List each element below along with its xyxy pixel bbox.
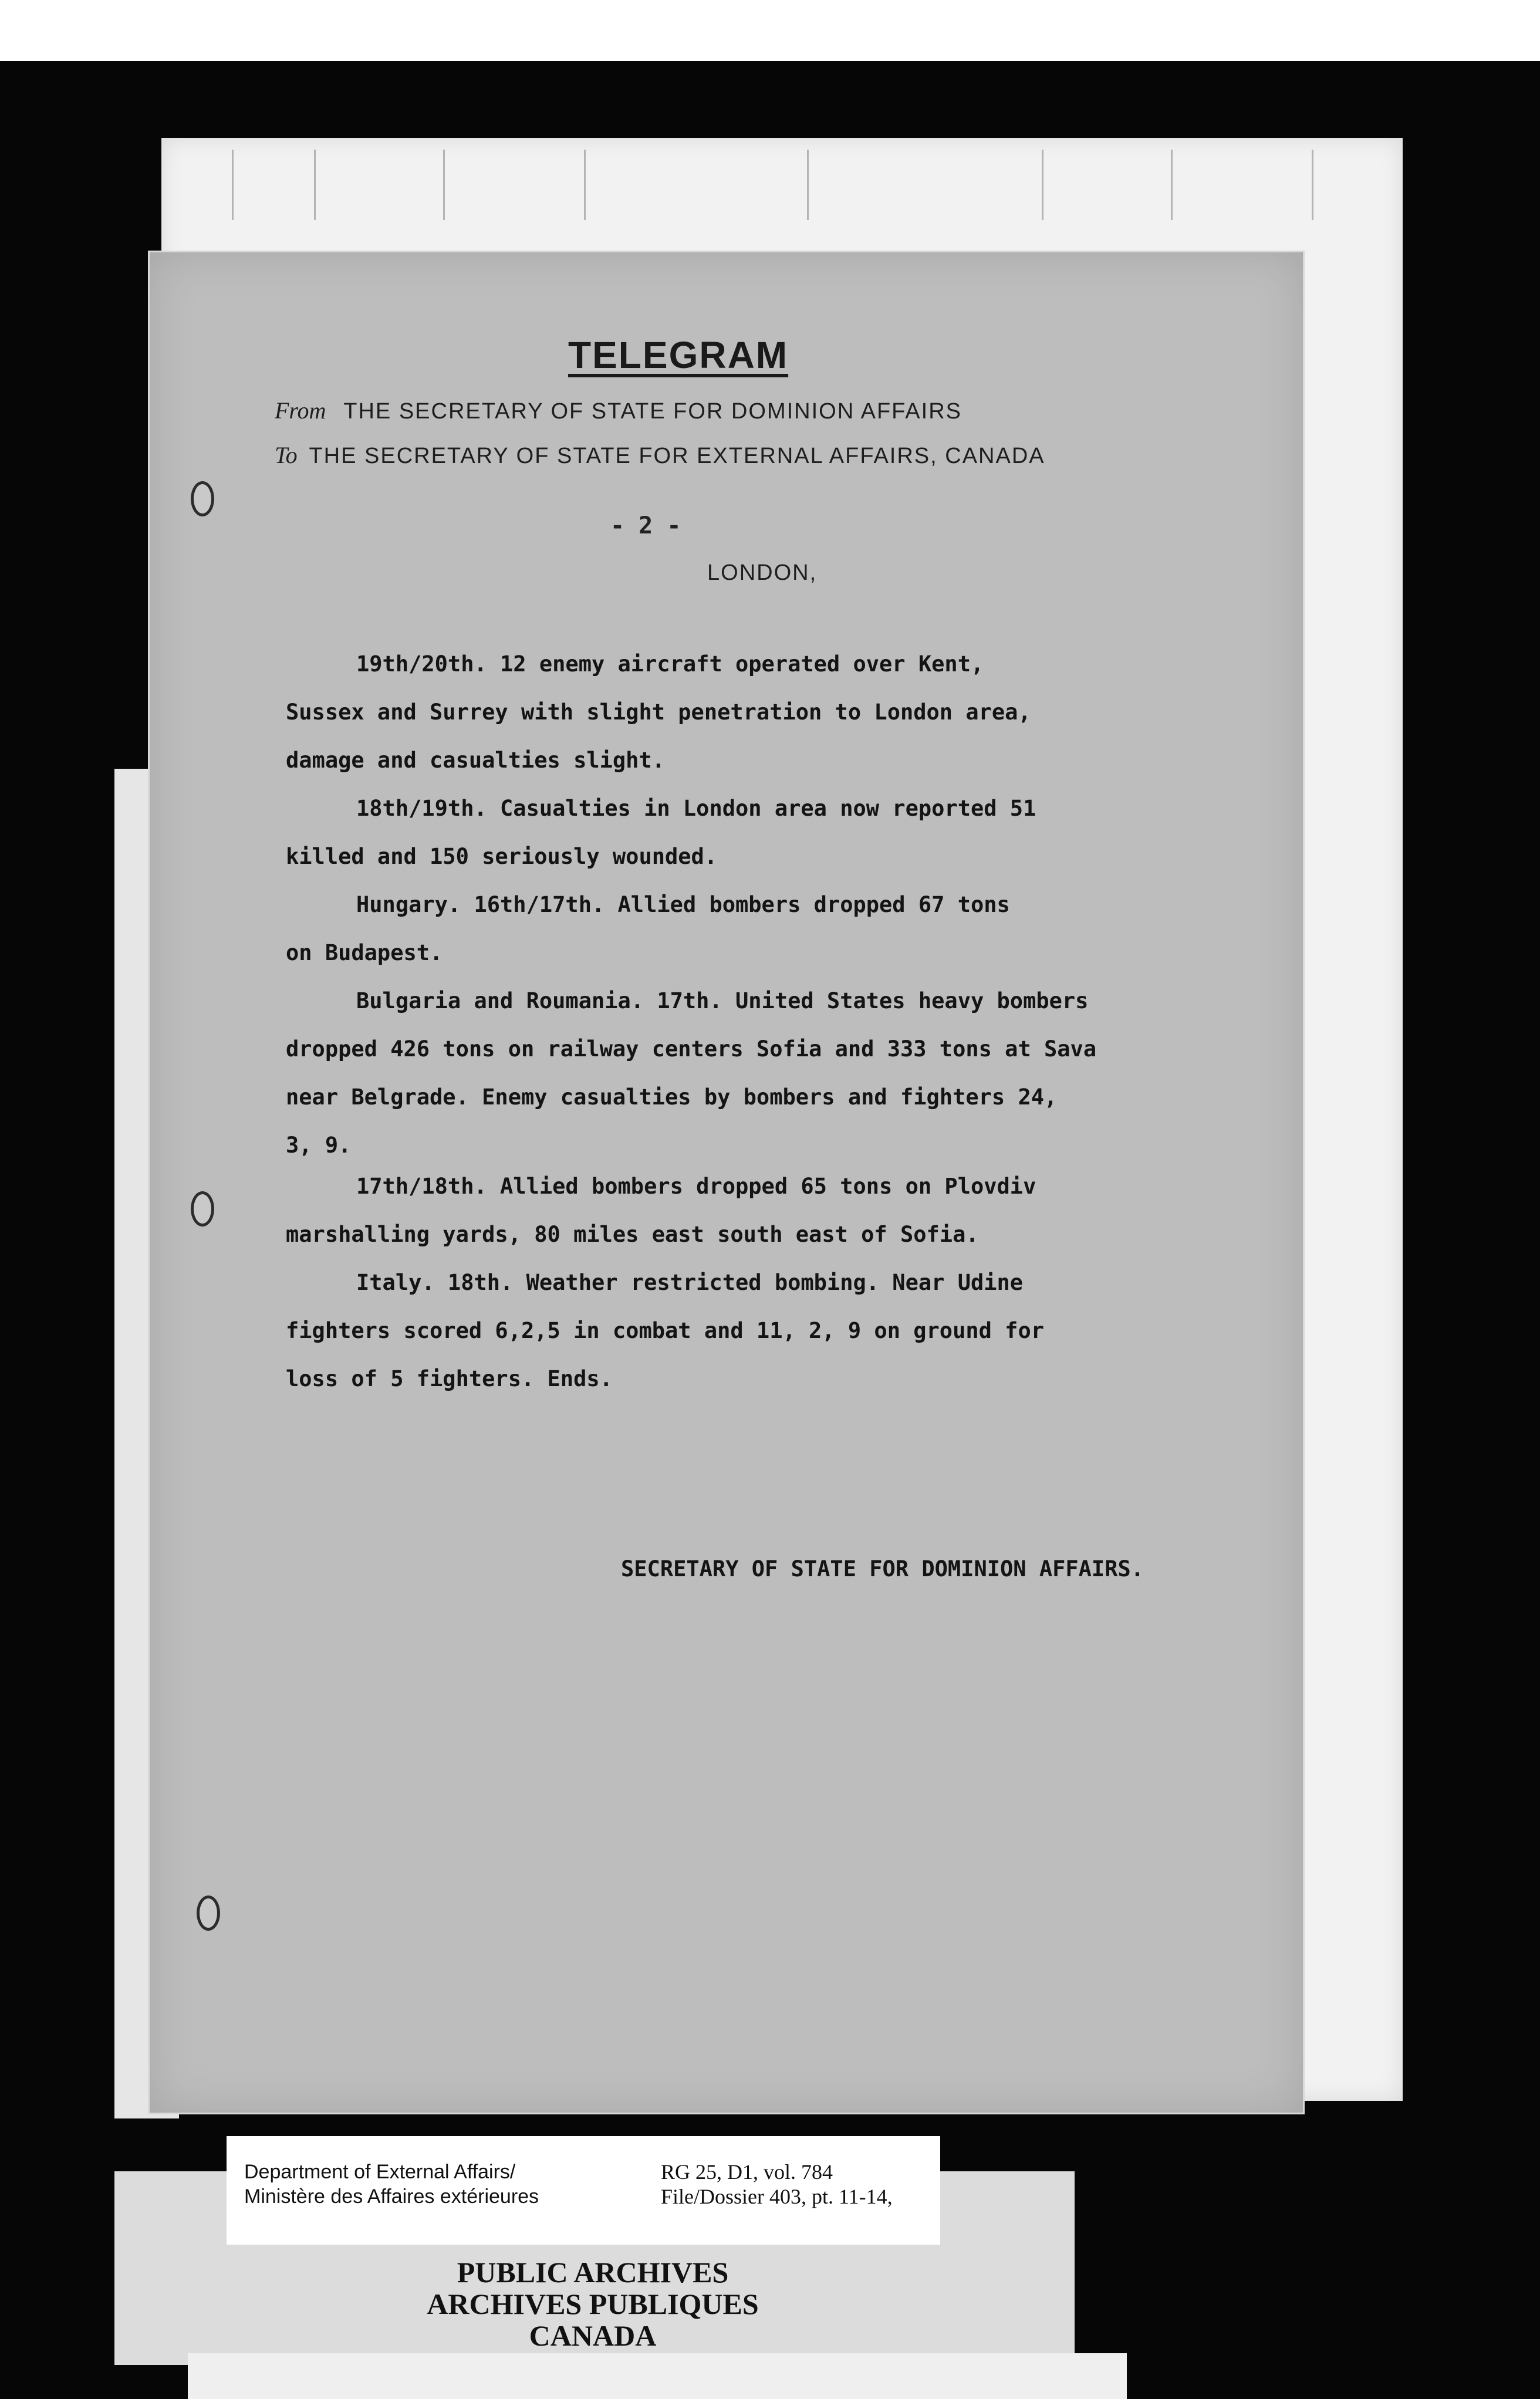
paragraph [286, 892, 1010, 988]
tick-mark [314, 150, 316, 220]
department-fr: Ministère des Affaires extérieures [244, 2185, 539, 2208]
page-number: - 2 - [610, 512, 681, 539]
body-line: 17th/18th. Allied bombers dropped 65 tons on Plovdiv [356, 1174, 1036, 1199]
signature: SECRETARY OF STATE FOR DOMINION AFFAIRS. [621, 1556, 1144, 1582]
to-value: THE SECRETARY OF STATE FOR EXTERNAL AFFAIRS, CANADA [309, 444, 1045, 468]
tick-mark [1042, 150, 1043, 220]
from-label: From [275, 397, 326, 424]
tick-mark [1171, 150, 1173, 220]
tick-mark [807, 150, 809, 220]
punch-hole [191, 1191, 214, 1226]
paragraph [286, 1270, 1044, 1414]
body-line: 3, 9. [286, 1133, 352, 1158]
bottom-paper-strip [188, 2353, 1127, 2399]
reference-volume: RG 25, D1, vol. 784 [661, 2160, 833, 2184]
body-line: Sussex and Surrey with slight penetration to London area, [286, 700, 1031, 725]
body-line: killed and 150 seriously wounded. [286, 844, 718, 869]
paragraph [286, 988, 1096, 1173]
body-line: Italy. 18th. Weather restricted bombing. Near Udine [356, 1270, 1024, 1295]
archive-stamp [411, 2256, 775, 2351]
punch-hole [191, 481, 214, 516]
tick-mark [232, 150, 234, 220]
body-line: near Belgrade. Enemy casualties by bombers and fighters 24, [286, 1084, 1058, 1110]
body-line: dropped 426 tons on railway centers Sofia and 333 tons at Sava [286, 1036, 1097, 1062]
reference-file: File/Dossier 403, pt. 11-14, [661, 2185, 893, 2208]
reference-block [661, 2160, 893, 2209]
tick-mark [1312, 150, 1313, 220]
from-line [275, 397, 962, 424]
archive-stamp-line3: CANADA [529, 2319, 657, 2352]
body-line: marshalling yards, 80 miles east south east of Sofia. [286, 1222, 979, 1247]
body-line: 19th/20th. 12 enemy aircraft operated over Kent, [356, 651, 984, 677]
body-line: on Budapest. [286, 940, 443, 965]
punch-hole [197, 1895, 220, 1931]
archive-stamp-line1: PUBLIC ARCHIVES [457, 2256, 729, 2289]
paragraph [286, 796, 1036, 892]
tick-mark [443, 150, 445, 220]
paragraph [286, 1174, 1036, 1270]
to-label: To [275, 442, 298, 468]
tick-mark [584, 150, 586, 220]
to-line [275, 441, 1045, 469]
body-line: damage and casualties slight. [286, 748, 666, 773]
body-line: Hungary. 16th/17th. Allied bombers dropped 67 tons [356, 892, 1010, 917]
location: LONDON, [707, 560, 818, 585]
from-value: THE SECRETARY OF STATE FOR DOMINION AFFAIRS [343, 399, 962, 424]
department-en: Department of External Affairs/ [244, 2161, 516, 2183]
body-line: fighters scored 6,2,5 in combat and 11, 2, 9 on ground for [286, 1318, 1045, 1343]
body-line: 18th/19th. Casualties in London area now reported 51 [356, 796, 1036, 821]
archive-reference-card [227, 2136, 940, 2245]
department-block [244, 2160, 539, 2209]
paragraph [286, 651, 1031, 796]
body-line: Bulgaria and Roumania. 17th. United States heavy bombers [356, 988, 1089, 1013]
archive-stamp-line2: ARCHIVES PUBLIQUES [427, 2288, 759, 2320]
telegram-title: TELEGRAM [568, 334, 789, 376]
body-line: loss of 5 fighters. Ends. [286, 1366, 613, 1391]
